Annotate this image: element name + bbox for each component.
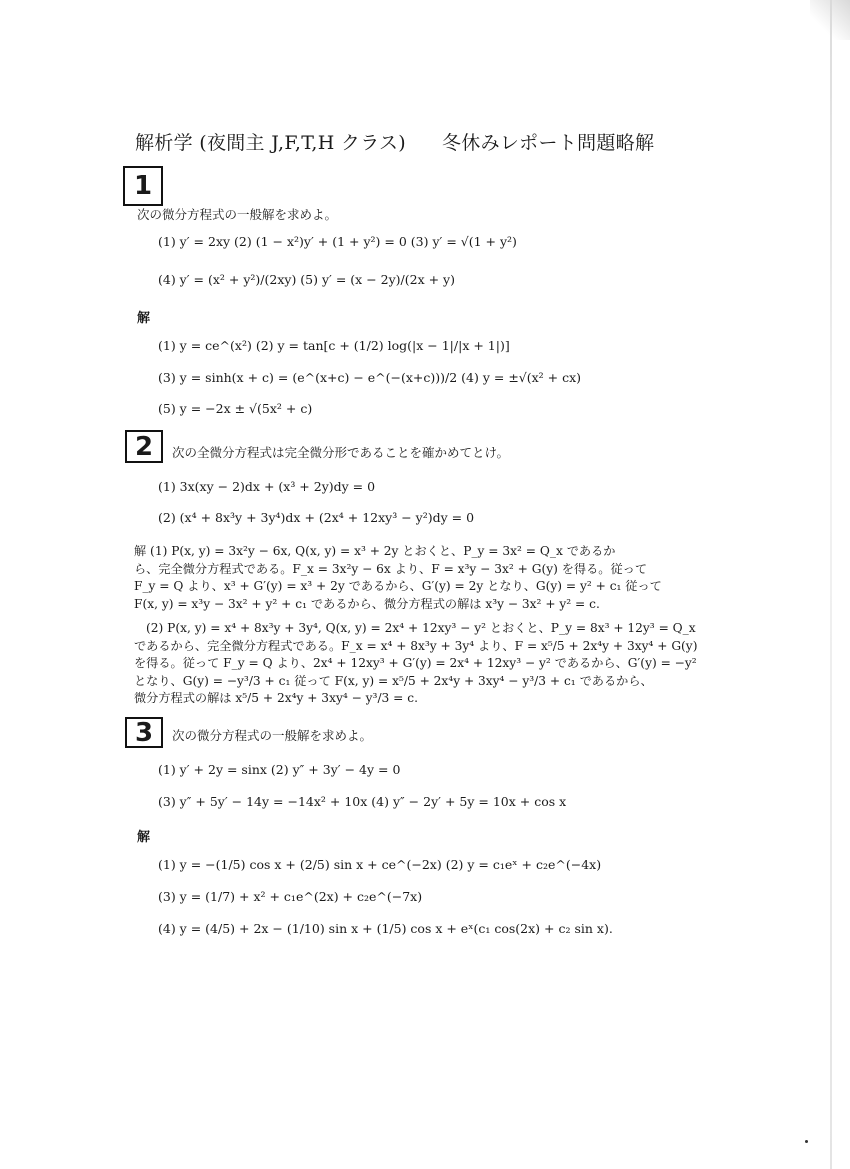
problem-1-equations-row-1: (1) y′ = 2xy (2) (1 − x²)y′ + (1 + y²) = 0 (3) y′ = √(1 + y²)	[158, 234, 517, 249]
problem-2-solution-1-row: F(x, y) = x³y − 3x² + y² + c₁ であるから、微分方程式の解は x³y − 3x² + y² = c.	[134, 596, 600, 611]
problem-3-equations-row-1: (1) y′ + 2y = sinx (2) y″ + 3y′ − 4y = 0	[158, 762, 401, 777]
problem-3-solution-row-2: (3) y = (1/7) + x² + c₁e^(2x) + c₂e^(−7x)	[158, 889, 423, 904]
problem-2-number: 2	[134, 431, 154, 462]
page-edge	[830, 0, 832, 1169]
problem-2-number-box	[125, 430, 163, 463]
problem-1-number: 1	[133, 171, 153, 201]
problem-2-solution-1-row: ら、完全微分方程式である。F_x = 3x²y − 6x より、F = x³y − 3x² + G(y) を得る。従って	[134, 561, 648, 576]
problem-2-solution-1-row: 解 (1) P(x, y) = 3x²y − 6x, Q(x, y) = x³ + 2y とおくと、P_y = 3x² = Q_x であるか	[134, 544, 616, 558]
problem-2-equation-2: (2) (x⁴ + 8x³y + 3y⁴)dx + (2x⁴ + 12xy³ − y²)dy = 0	[158, 510, 475, 525]
problem-1-instruction: 次の微分方程式の一般解を求めよ。	[137, 207, 338, 222]
title-sub: 冬休みレポート問題略解	[441, 132, 655, 154]
problem-3-number: 3	[134, 717, 154, 748]
problem-3-solution-row-3: (4) y = (4/5) + 2x − (1/10) sin x + (1/5) cos x + eˣ(c₁ cos(2x) + c₂ sin x).	[158, 921, 613, 936]
problem-1-solution-row-3: (5) y = −2x ± √(5x² + c)	[158, 401, 313, 416]
problem-2-equation-1: (1) 3x(xy − 2)dx + (x³ + 2y)dy = 0	[158, 479, 376, 494]
problem-3-number-box	[125, 717, 163, 748]
problem-2-solution-2	[134, 620, 698, 708]
problem-3-solution-row-1: (1) y = −(1/5) cos x + (2/5) sin x + ce^(−2x) (2) y = c₁eˣ + c₂e^(−4x)	[158, 857, 602, 872]
problem-2-solution-2-row: となり、G(y) = −y³/3 + c₁ 従って F(x, y) = x⁵/5 + 2x⁴y + 3xy⁴ − y³/3 + c₁ であるから、	[134, 673, 653, 688]
problem-2-instruction: 次の全微分方程式は完全微分形であることを確かめてとけ。	[172, 445, 510, 460]
title-main: 解析学 (夜間主 J,F,T,H クラス)	[135, 132, 406, 154]
problem-3-solution-label: 解	[137, 830, 151, 845]
problem-3-equations-row-2: (3) y″ + 5y′ − 14y = −14x² + 10x (4) y″ − 2y′ + 5y = 10x + cos x	[158, 794, 567, 809]
problem-2-solution-2-row: (2) P(x, y) = x⁴ + 8x³y + 3y⁴, Q(x, y) = 2x⁴ + 12xy³ − y² とおくと、P_y = 8x³ + 12y³ = Q_x	[146, 621, 696, 635]
problem-1-solution-row-1: (1) y = ce^(x²) (2) y = tan[c + (1/2) log(|x − 1|/|x + 1|)]	[158, 338, 510, 353]
problem-1-solution-row-2: (3) y = sinh(x + c) = (e^(x+c) − e^(−(x+c)))/2 (4) y = ±√(x² + cx)	[158, 370, 582, 385]
page-title	[135, 128, 654, 155]
problem-2-solution-2-row: を得る。従って F_y = Q より、2x⁴ + 12xy³ + G′(y) = 2x⁴ + 12xy³ − y² であるから、G′(y) = −y²	[134, 656, 697, 671]
problem-2-solution-1-row: F_y = Q より、x³ + G′(y) = x³ + 2y であるから、G′(y) = 2y となり、G(y) = y² + c₁ 従って	[134, 579, 662, 594]
problem-3-instruction: 次の微分方程式の一般解を求めよ。	[172, 728, 373, 743]
problem-2-solution-1	[134, 543, 662, 613]
problem-2-solution-2-row: 微分方程式の解は x⁵/5 + 2x⁴y + 3xy⁴ − y³/3 = c.	[134, 691, 418, 706]
corner-shadow	[810, 0, 850, 40]
problem-1-equations-row-2: (4) y′ = (x² + y²)/(2xy) (5) y′ = (x − 2y)/(2x + y)	[158, 272, 455, 287]
problem-2-solution-2-row: であるから、完全微分方程式である。F_x = x⁴ + 8x³y + 3y⁴ より、F = x⁵/5 + 2x⁴y + 3xy⁴ + G(y)	[134, 638, 698, 653]
scan-speck	[805, 1140, 808, 1143]
problem-1-solution-label: 解	[137, 311, 151, 326]
problem-1-number-box	[123, 166, 163, 206]
